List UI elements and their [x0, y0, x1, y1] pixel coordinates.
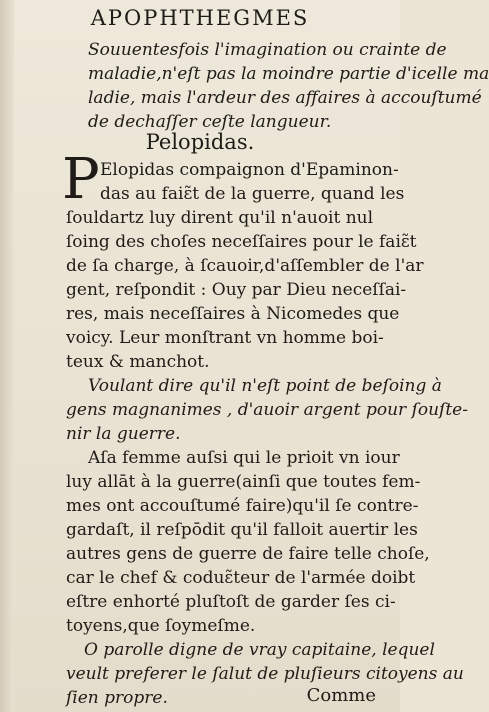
body-line: ſouldartz luy dirent qu'il n'auoit nul	[66, 208, 374, 228]
body-line: ſoing des choſes neceſſaires pour le faiɛ̃t	[66, 232, 417, 252]
gloss-line: Voulant dire qu'il n'eſt point de beſoing à	[88, 376, 442, 396]
body-line: luy allāt à la guerre(ainſi que toutes fem-	[66, 472, 421, 492]
running-head: APOPHTHEGMES	[90, 6, 310, 30]
page-gutter	[0, 0, 14, 712]
body-line: autres gens de guerre de faire telle choſe,	[66, 544, 430, 564]
gloss-line: nir la guerre.	[66, 424, 181, 444]
body-line: das au faiɛ̃t de la guerre, quand les	[100, 184, 405, 204]
body-line: voicy. Leur monſtrant vn homme boi-	[66, 328, 384, 348]
intro-line: de dechaſſer ceſte langueur.	[88, 112, 332, 132]
gloss-line: veult preferer le ſalut de pluſieurs citoyens au	[66, 664, 464, 684]
body-line: Aſa femme auſsi qui le prioit vn iour	[88, 448, 400, 468]
gloss-line: O parolle digne de vray capitaine, lequel	[84, 640, 435, 660]
body-line: teux & manchot.	[66, 352, 210, 372]
body-line: mes ont accouſtumé faire)qu'il ſe contre-	[66, 496, 419, 516]
body-line: res, mais neceſſaires à Nicomedes que	[66, 304, 400, 324]
drop-cap: P	[62, 147, 100, 212]
body-line: eſtre enhorté pluſtoſt de garder ſes ci-	[66, 592, 396, 612]
body-line: gardaſt, il reſpōdit qu'il falloit auertir les	[66, 520, 418, 540]
body-line: Elopidas compaignon d'Epaminon-	[100, 160, 399, 180]
body-line: car le chef & coduɛ̃teur de l'armée doibt	[66, 568, 416, 588]
body-line: de ſa charge, à ſcauoir,d'aſſembler de l'ar	[66, 256, 424, 276]
gloss-line: ſien propre.	[66, 688, 168, 708]
gloss-line: gens magnanimes , d'auoir argent pour ſouſte-	[66, 400, 468, 420]
intro-line: ladie, mais l'ardeur des affaires à accouſtumé	[88, 88, 482, 108]
body-line: toyens,que ſoymeſme.	[66, 616, 256, 636]
intro-line: maladie,n'eſt pas la moindre partie d'icelle ma	[88, 64, 489, 84]
body-line: gent, reſpondit : Ouy par Dieu neceſſai-	[66, 280, 407, 300]
catchword: Comme	[306, 685, 376, 706]
intro-line: Souuentesfois l'imagination ou crainte de	[88, 40, 447, 60]
section-title: Pelopidas.	[145, 130, 255, 154]
